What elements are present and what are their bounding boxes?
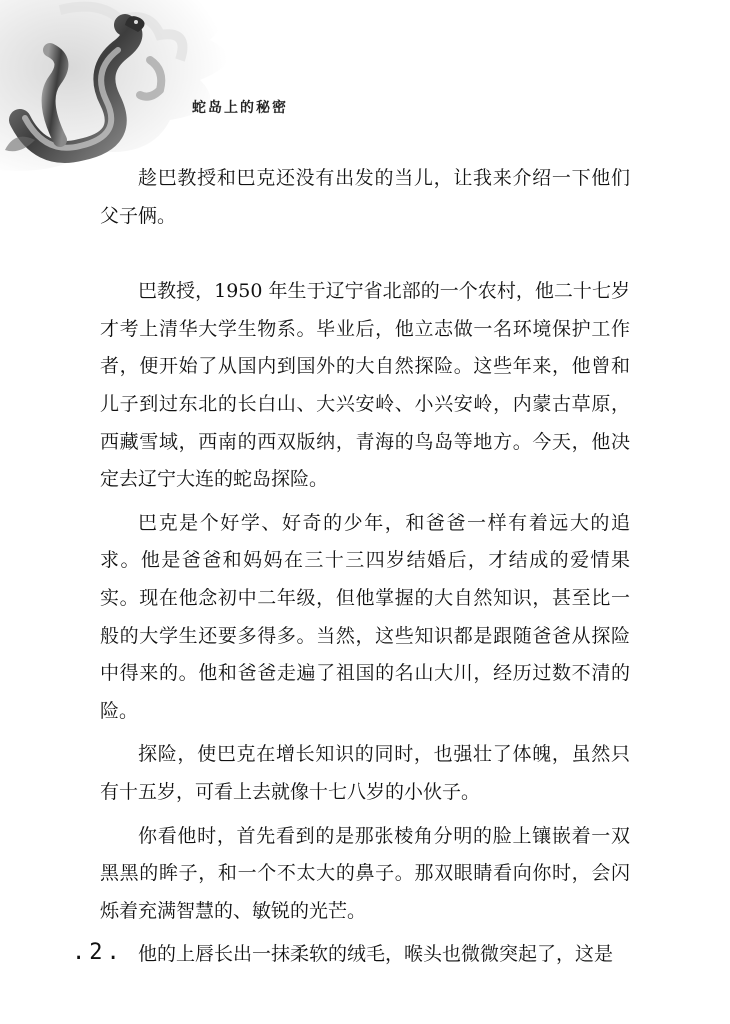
- page-number: .2.: [72, 940, 124, 965]
- paragraph: 巴克是个好学、好奇的少年，和爸爸一样有着远大的追求。他是爸爸和妈妈在三十三四岁结婚后，才结成的爱情果实。现在他念初中二年级，但他掌握的大自然知识，甚至比一般的大学生还要多得多。当然，这些知识都是跟随爸爸从探险中得来的。他和爸爸走遍了祖国的名山大川，经历过数不清的险。: [100, 511, 630, 722]
- paragraph: 巴教授，1950 年生于辽宁省北部的一个农村，他二十七岁才考上清华大学生物系。毕业后，他立志做一名环境保护工作者，便开始了从国内到国外的大自然探险。这些年来，他曾和儿子到过东北的长白山、大兴安岭、小兴安岭，内蒙古草原，西藏雪域，西南的西双版纳，青海的鸟岛等地方。今天，他决定去辽宁大连的蛇岛探险。: [100, 280, 630, 491]
- paragraph: 探险，使巴克在增长知识的同时，也强壮了体魄，虽然只有十五岁，可看上去就像十七八岁的小伙子。: [100, 743, 630, 803]
- paragraph: 你看他时，首先看到的是那张棱角分明的脸上镶嵌着一双黑黑的眸子，和一个不太大的鼻子。那双眼睛看向你时，会闪烁着充满智慧的、敏锐的光芒。: [100, 824, 630, 922]
- paragraph: 他的上唇长出一抹柔软的绒毛，喉头也微微突起了，这是: [138, 943, 614, 966]
- header-title: 蛇岛上的秘密: [192, 100, 288, 116]
- body-text: [100, 160, 630, 974]
- snake-illustration-icon: [0, 0, 300, 175]
- paragraph: 趁巴教授和巴克还没有出发的当儿，让我来介绍一下他们父子俩。: [100, 167, 630, 227]
